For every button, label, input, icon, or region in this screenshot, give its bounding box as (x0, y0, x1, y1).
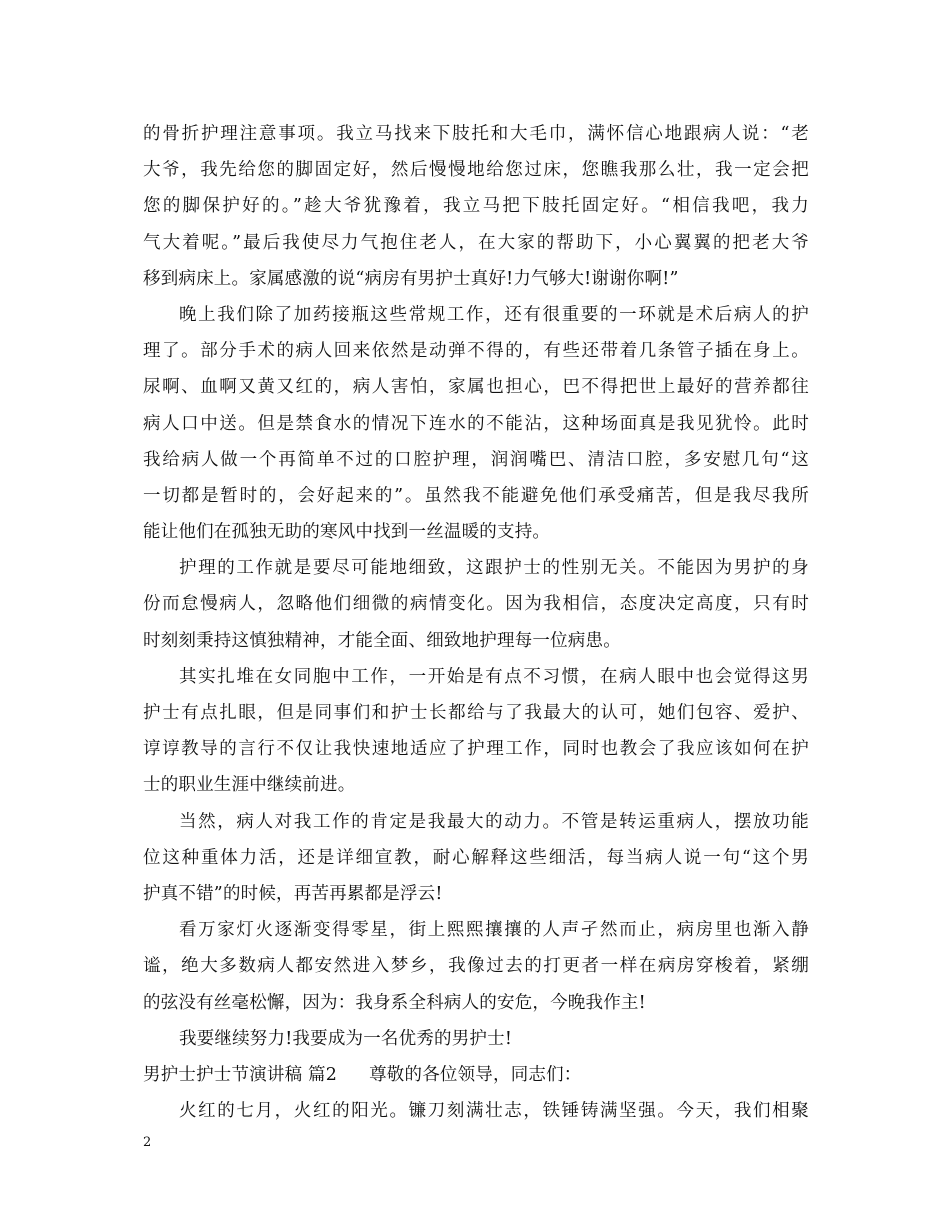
text-line: 看万家灯火逐渐变得零星，街上熙熙攘攘的人声孑然而止，病房里也渐入静 (179, 920, 809, 941)
document-body (143, 116, 809, 1129)
text-line: 尿啊、血啊又黄又红的，病人害怕，家属也担心，巴不得把世上最好的营养都往 (143, 377, 809, 398)
text-line: 我要继续努力!我要成为一名优秀的男护士! (179, 1028, 513, 1049)
text-line: 大爷，我先给您的脚固定好，然后慢慢地给您过床，您瞧我那么壮，我一定会把 (143, 160, 809, 181)
text-line: 护真不错”的时候，再苦再累都是浮云! (143, 883, 443, 904)
text-line: 谆谆教导的言行不仅让我快速地适应了护理工作，同时也教会了我应该如何在护 (143, 739, 809, 760)
text-line: 谧，绝大多数病人都安然进入梦乡，我像过去的打更者一样在病房穿梭着，紧绷 (143, 956, 809, 977)
text-line: 护士有点扎眼，但是同事们和护士长都给与了我最大的认可，她们包容、爱护、 (143, 703, 809, 723)
text-line: 我给病人做一个再简单不过的口腔护理，润润嘴巴、清洁口腔，多安慰几句“这 (143, 449, 809, 470)
text-line: 火红的七月，火红的阳光。镰刀刻满壮志，铁锤铸满坚强。今天，我们相聚 (179, 1101, 809, 1122)
text-line: 护理的工作就是要尽可能地细致，这跟护士的性别无关。不能因为男护的身 (179, 558, 809, 579)
text-line: 病人口中送。但是禁食水的情况下连水的不能沾，这种场面真是我见犹怜。此时 (143, 413, 809, 434)
section-heading (143, 1057, 809, 1093)
text-line: 份而怠慢病人，忽略他们细微的病情变化。因为我相信，态度决定高度，只有时 (143, 594, 809, 615)
text-line: 的骨折护理注意事项。我立马找来下肢托和大毛巾，满怀信心地跟病人说：“老 (143, 124, 809, 144)
text-line: 理了。部分手术的病人回来依然是动弹不得的，有些还带着几条管子插在身上。 (143, 341, 809, 362)
text-line: 位这种重体力活，还是详细宣教，耐心解释这些细活，每当病人说一句“这个男 (143, 847, 809, 868)
text-line: 士的职业生涯中继续前进。 (143, 775, 356, 796)
text-line: 移到病床上。家属感激的说“病房有男护士真好!力气够大!谢谢你啊!” (143, 268, 679, 289)
page-number: 2 (143, 1135, 152, 1150)
text-line: 其实扎堆在女同胞中工作，一开始是有点不习惯，在病人眼中也会觉得这男 (179, 666, 809, 687)
text-line: 能让他们在孤独无助的寒风中找到一丝温暖的支持。 (143, 522, 551, 543)
speech-greeting: 尊敬的各位领导，同志们： (369, 1064, 582, 1085)
text-line: 当然，病人对我工作的肯定是我最大的动力。不管是转运重病人，摆放功能 (179, 811, 809, 832)
text-line: 的弦没有丝毫松懈，因为：我身系全科病人的安危，今晚我作主! (143, 992, 646, 1013)
text-line: 晚上我们除了加药接瓶这些常规工作，还有很重要的一环就是术后病人的护 (179, 304, 809, 325)
speech-title: 男护士护士节演讲稿 篇2 (143, 1064, 338, 1085)
text-line: 一切都是暂时的，会好起来的”。虽然我不能避免他们承受痛苦，但是我尽我所 (143, 485, 809, 506)
text-line: 气大着呢。”最后我使尽力气抱住老人，在大家的帮助下，小心翼翼的把老大爷 (143, 232, 809, 253)
text-line: 时刻刻秉持这慎独精神，才能全面、细致地护理每一位病患。 (143, 630, 621, 651)
text-line: 您的脚保护好的。”趁大爷犹豫着，我立马把下肢托固定好。“相信我吧，我力 (143, 196, 809, 217)
